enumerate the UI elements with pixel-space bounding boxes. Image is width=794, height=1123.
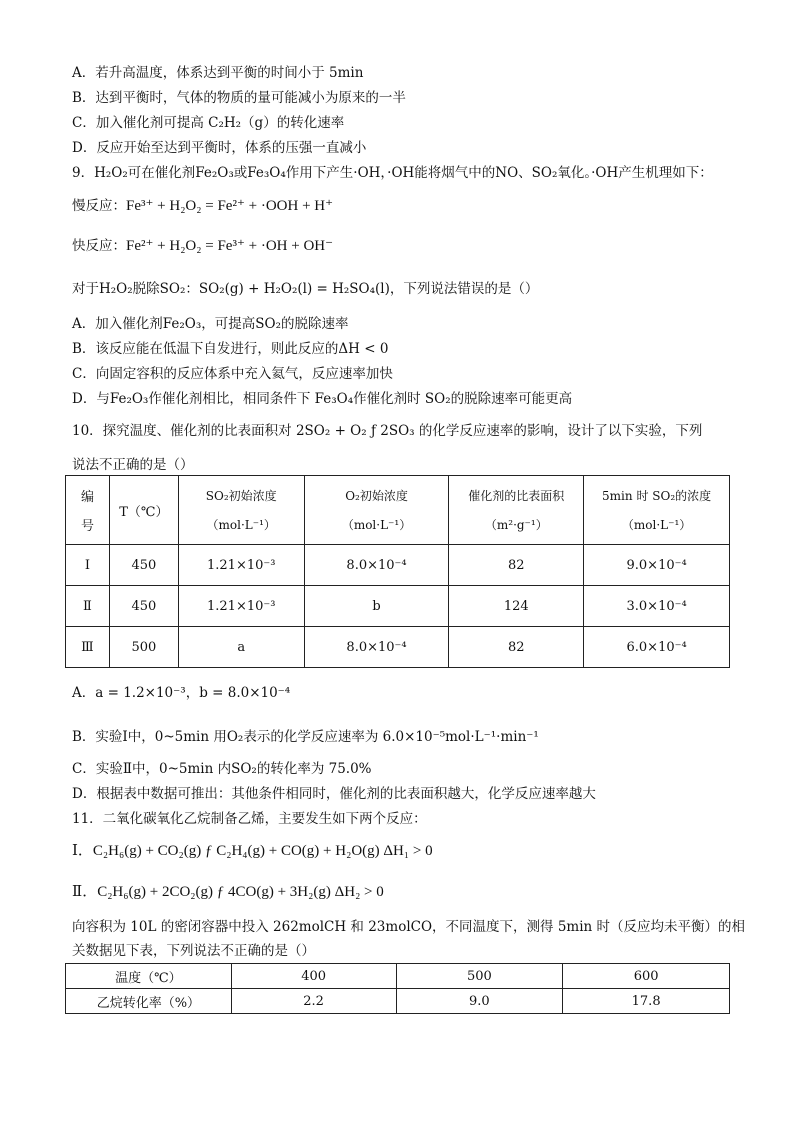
header-temperature: T（℃） [109, 476, 178, 545]
cell-surface-area: 82 [449, 627, 584, 668]
q10-option-d: D．根据表中数据可推出：其他条件相同时，催化剂的比表面积越大，化学反应速率越大 [72, 786, 596, 802]
q9-option-d: D．与Fe₂O₃作催化剂相比，相同条件下 Fe₃O₄作催化剂时 SO₂的脱除速率可能更高 [72, 391, 573, 407]
q11-paragraph-line2: 关数据见下表，下列说法不正确的是（） [72, 943, 315, 959]
cell-so2-initial: 1.21×10⁻³ [178, 586, 304, 627]
table-row [66, 964, 730, 989]
cell-number: Ⅱ [66, 586, 110, 627]
q8-option-d: D．反应开始至达到平衡时，体系的压强一直减小 [72, 140, 367, 156]
cell-conversion-500: 9.0 [396, 989, 563, 1014]
cell-temperature-600: 600 [563, 964, 730, 989]
cell-temperature: 450 [109, 586, 178, 627]
cell-o2-initial: 8.0×10⁻⁴ [304, 627, 449, 668]
q9-option-a: A．加入催化剂Fe₂O₃，可提高SO₂的脱除速率 [72, 316, 349, 332]
cell-so2-5min: 9.0×10⁻⁴ [584, 545, 730, 586]
cell-conversion-600: 17.8 [563, 989, 730, 1014]
cell-so2-5min: 3.0×10⁻⁴ [584, 586, 730, 627]
q11-paragraph-line1: 向容积为 10L 的密闭容器中投入 262molCH 和 23molCO，不同温度下，测得 5min 时（反应均未平衡）的相 [72, 919, 746, 935]
cell-temperature-400: 400 [231, 964, 396, 989]
cell-conversion-label: 乙烷转化率（%） [66, 989, 232, 1014]
q10-stem-line1: 10．探究温度、催化剂的比表面积对 2SO₂ + O₂ ƒ 2SO₃ 的化学反应速率的影响，设计了以下实验，下列 [72, 423, 703, 439]
q9-stem: 9．H₂O₂可在催化剂Fe₂O₃或Fe₃O₄作用下产生·OH，·OH能将烟气中的NO、SO₂氧化。·OH产生机理如下： [72, 165, 713, 181]
cell-so2-5min: 6.0×10⁻⁴ [584, 627, 730, 668]
cell-temperature-label: 温度（℃） [66, 964, 232, 989]
table-row [66, 545, 730, 586]
cell-o2-initial: b [304, 586, 449, 627]
cell-temperature: 450 [109, 545, 178, 586]
header-number: 编 号 [66, 476, 110, 545]
q10-option-b: B．实验Ⅰ中，0~5min 用O₂表示的化学反应速率为 6.0×10⁻⁵mol·L⁻¹·min⁻¹ [72, 729, 539, 745]
q9-option-c: C．向固定容积的反应体系中充入氦气，反应速率加快 [72, 366, 393, 382]
cell-number: Ⅰ [66, 545, 110, 586]
cell-so2-initial: a [178, 627, 304, 668]
ethane-conversion-table [65, 963, 730, 1014]
table-header-row [66, 476, 730, 545]
cell-o2-initial: 8.0×10⁻⁴ [304, 545, 449, 586]
slow-equation: Fe³⁺ + H₂O₂ = Fe²⁺ + ·OOH + H⁺ [126, 198, 334, 214]
header-o2-initial: O₂初始浓度 （mol·L⁻¹） [304, 476, 449, 545]
q9-slow-reaction [72, 197, 333, 215]
q10-option-c: C．实验Ⅱ中，0~5min 内SO₂的转化率为 75.0% [72, 761, 372, 777]
q11-reaction-1: Ⅰ．C₂H₆(g) + CO₂(g) ƒ C₂H₄(g) + CO(g) + H₂O(g) ΔH₁ > 0 [72, 843, 433, 859]
table-row [66, 627, 730, 668]
experiment-table [65, 475, 730, 668]
cell-so2-initial: 1.21×10⁻³ [178, 545, 304, 586]
q10-stem-line2: 说法不正确的是（） [72, 457, 194, 473]
q9-fast-reaction [72, 237, 333, 255]
table-row [66, 989, 730, 1014]
header-so2-initial: SO₂初始浓度 （mol·L⁻¹） [178, 476, 304, 545]
q9-option-b: B．该反应能在低温下自发进行，则此反应的ΔH < 0 [72, 341, 389, 357]
header-surface-area: 催化剂的比表面积 （m²·g⁻¹） [449, 476, 584, 545]
table-row [66, 586, 730, 627]
cell-surface-area: 124 [449, 586, 584, 627]
q9-question: 对于H₂O₂脱除SO₂：SO₂(g) + H₂O₂(l) = H₂SO₄(l)，下列说法错误的是（） [72, 281, 539, 297]
q8-option-b: B．达到平衡时，气体的物质的量可能减小为原来的一半 [72, 90, 406, 106]
cell-surface-area: 82 [449, 545, 584, 586]
cell-conversion-400: 2.2 [231, 989, 396, 1014]
q8-option-c: C．加入催化剂可提高 C₂H₂（g）的转化速率 [72, 115, 345, 131]
cell-temperature-500: 500 [396, 964, 563, 989]
cell-number: Ⅲ [66, 627, 110, 668]
cell-temperature: 500 [109, 627, 178, 668]
fast-equation: Fe²⁺ + H₂O₂ = Fe³⁺ + ·OH + OH⁻ [126, 238, 334, 254]
slow-label: 慢反应： [72, 198, 126, 214]
fast-label: 快反应： [72, 238, 126, 254]
q11-stem: 11．二氧化碳氧化乙烷制备乙烯，主要发生如下两个反应： [72, 811, 427, 827]
header-so2-5min: 5min 时 SO₂的浓度 （mol·L⁻¹） [584, 476, 730, 545]
q11-reaction-2: Ⅱ．C₂H₆(g) + 2CO₂(g) ƒ 4CO(g) + 3H₂(g) ΔH₂ > 0 [72, 884, 384, 900]
q10-option-a: A．a = 1.2×10⁻³，b = 8.0×10⁻⁴ [72, 685, 291, 701]
q8-option-a: A．若升高温度，体系达到平衡的时间小于 5min [72, 65, 364, 81]
